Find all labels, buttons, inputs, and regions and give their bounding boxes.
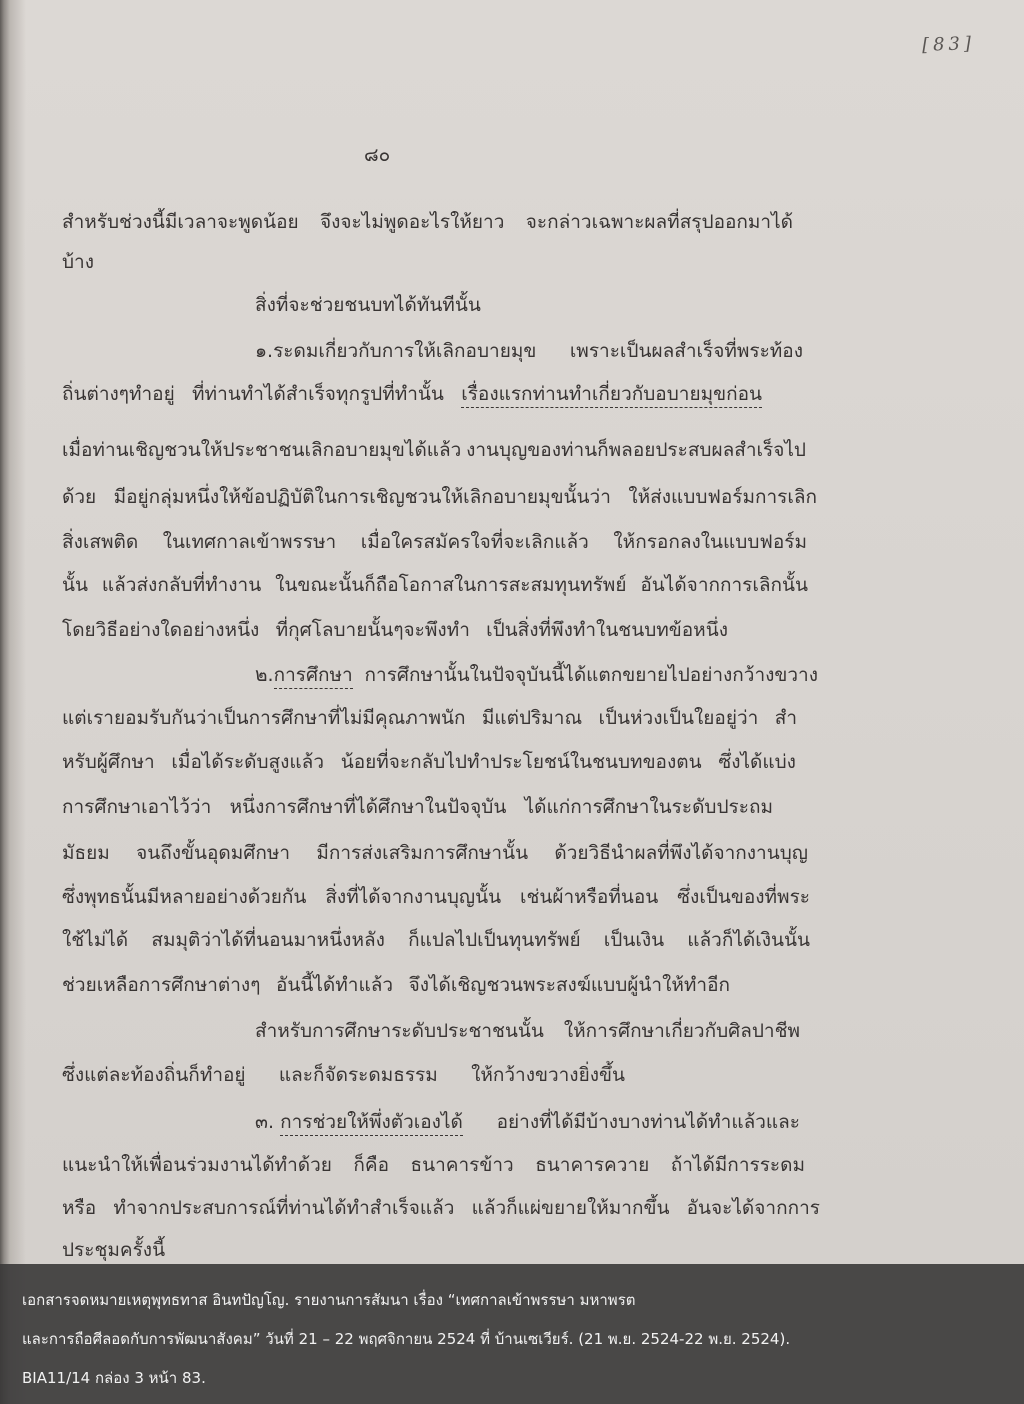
section-heading bbox=[255, 291, 481, 319]
text-line bbox=[255, 661, 818, 689]
text-segment bbox=[461, 380, 762, 408]
text-segment bbox=[640, 571, 808, 599]
segment-text: มีการส่งเสริมการศึกษานั้น bbox=[316, 842, 529, 864]
segment-text: เมื่อท่านเชิญชวนให้ประชาชนเลิกอบายมุขได้แล้ว bbox=[62, 439, 462, 461]
segment-text: สิ่งที่ได้จากงานบุญนั้น bbox=[325, 886, 502, 908]
segment-text: ธนาคารควาย bbox=[535, 1154, 650, 1176]
segment-text: หนึ่งการศึกษาที่ได้ศึกษาในปัจจุบัน bbox=[229, 796, 507, 818]
text-segment bbox=[613, 528, 807, 556]
segment-text: ด้วย bbox=[62, 486, 97, 508]
segment-text: อันจะได้จากการ bbox=[686, 1197, 820, 1219]
segment-text: เป็นสิ่งที่พึงทำในชนบทข้อหนึ่ง bbox=[486, 619, 728, 641]
text-segment bbox=[554, 839, 808, 867]
segment-text: อันนี้ได้ทำแล้ว bbox=[275, 974, 394, 996]
segment-text: แล้วส่งกลับที่ทำงาน bbox=[101, 574, 262, 596]
text-line bbox=[62, 883, 810, 911]
text-segment bbox=[353, 1151, 389, 1179]
segment-text: ช่วยเหลือการศึกษาต่างๆ bbox=[62, 974, 261, 996]
text-line bbox=[255, 1108, 800, 1136]
text-segment bbox=[687, 926, 810, 954]
segment-text: มีอยู่กลุ่มหนึ่งให้ข้อปฏิบัติในการเชิญชวนให้เลิกอบายมุขนั้นว่า bbox=[113, 486, 611, 508]
text-segment bbox=[62, 839, 110, 867]
item-number: ๓. bbox=[255, 1111, 281, 1133]
segment-text: ถิ่นต่างๆทำอยู่ bbox=[62, 383, 175, 405]
segment-text: ซึ่งแต่ละท้องถิ่นก็ทำอยู่ bbox=[62, 1064, 246, 1086]
segment-text: จึงจะไม่พูดอะไรให้ยาว bbox=[320, 211, 505, 233]
text-segment bbox=[471, 1061, 625, 1089]
text-line bbox=[62, 793, 773, 821]
text-segment bbox=[677, 883, 810, 911]
segment-text: ทำจากประสบการณ์ที่ท่านได้ทำสำเร็จแล้ว bbox=[113, 1197, 455, 1219]
segment-text: ให้การศึกษาเกี่ยวกับศิลปาชีพ bbox=[563, 1020, 800, 1042]
text-segment bbox=[113, 1194, 454, 1222]
text-segment bbox=[62, 528, 138, 556]
text-segment bbox=[230, 793, 507, 821]
segment-text: สำ bbox=[774, 707, 797, 729]
segment-text: เพราะเป็นผลสำเร็จที่พระท้อง bbox=[569, 340, 803, 362]
segment-text: ให้กรอกลงในแบบฟอร์ม bbox=[613, 531, 807, 553]
text-segment bbox=[316, 839, 528, 867]
handwritten-page-annotation: [83] bbox=[921, 33, 976, 56]
text-segment bbox=[62, 248, 94, 276]
text-segment bbox=[361, 528, 589, 556]
segment-text: ในเทศกาลเข้าพรรษา bbox=[162, 531, 337, 553]
text-line bbox=[62, 571, 808, 599]
segment-text: ซึ่งได้แบ่ง bbox=[718, 751, 796, 773]
text-segment bbox=[114, 483, 611, 511]
text-segment bbox=[486, 616, 728, 644]
segment-text: เป็นเงิน bbox=[603, 929, 665, 951]
text-segment bbox=[62, 971, 260, 999]
text-segment bbox=[411, 1151, 514, 1179]
text-segment bbox=[255, 661, 353, 689]
text-segment bbox=[255, 1108, 463, 1136]
text-line bbox=[62, 616, 728, 644]
segment-text: สำหรับการศึกษาระดับประชาชนนั้น bbox=[255, 1020, 544, 1042]
text-line bbox=[62, 248, 94, 276]
text-segment bbox=[472, 1194, 670, 1222]
text-segment bbox=[408, 926, 581, 954]
segment-text: ประชุมครั้งนี้ bbox=[62, 1239, 166, 1261]
text-segment bbox=[163, 528, 336, 556]
segment-text: แล้วก็ได้เงินนั้น bbox=[687, 929, 810, 951]
text-segment bbox=[718, 748, 796, 776]
text-segment bbox=[320, 208, 504, 236]
text-segment bbox=[628, 483, 817, 511]
caption-line: เอกสารจดหมายเหตุพุทธทาส อินทปัญโญ. รายงานการสัมนา เรื่อง “เทศกาลเข้าพรรษา มหาพรต bbox=[22, 1291, 636, 1309]
segment-text: ในขณะนั้นก็ถือโอกาสในการสะสมทุนทรัพย์ bbox=[275, 574, 627, 596]
segment-text: หรือ bbox=[62, 1197, 97, 1219]
text-segment bbox=[325, 883, 501, 911]
text-segment bbox=[62, 1194, 96, 1222]
text-segment bbox=[775, 704, 797, 732]
segment-text: งานบุญของท่านก็พลอยประสบผลสำเร็จไป bbox=[466, 439, 806, 461]
segment-text: สำหรับช่วงนี้มีเวลาจะพูดน้อย bbox=[62, 211, 299, 233]
text-segment bbox=[365, 661, 818, 689]
text-segment bbox=[276, 616, 470, 644]
text-segment bbox=[62, 1236, 165, 1264]
segment-text: นั้น bbox=[62, 574, 88, 596]
text-segment bbox=[525, 793, 773, 821]
text-segment bbox=[687, 1194, 820, 1222]
text-segment bbox=[604, 926, 664, 954]
text-line bbox=[62, 380, 762, 408]
text-segment bbox=[255, 291, 481, 319]
text-line bbox=[62, 748, 796, 776]
text-segment bbox=[275, 571, 626, 599]
segment-text: ให้กว้างขวางยิ่งขึ้น bbox=[471, 1064, 625, 1086]
caption-line: BIA11/14 กล่อง 3 หน้า 83. bbox=[22, 1369, 206, 1387]
text-line bbox=[62, 436, 806, 464]
text-segment bbox=[520, 883, 658, 911]
segment-text: ที่ท่านทำได้สำเร็จทุกรูปที่ทำนั้น bbox=[192, 383, 444, 405]
segment-text: ใช้ไม่ได้ bbox=[62, 929, 129, 951]
text-line bbox=[62, 1061, 625, 1089]
segment-text: ที่กุศโลบายนั้นๆจะพึงทำ bbox=[275, 619, 470, 641]
text-segment bbox=[62, 208, 299, 236]
text-segment bbox=[497, 1108, 800, 1136]
text-segment bbox=[598, 704, 758, 732]
segment-text: จึงได้เชิญชวนพระสงฆ์แบบผู้นำให้ทำอีก bbox=[408, 974, 730, 996]
text-segment bbox=[279, 1061, 438, 1089]
text-segment bbox=[171, 748, 324, 776]
text-segment bbox=[276, 971, 393, 999]
segment-text: การศึกษานั้นในปัจจุบันนี้ได้แตกขยายไปอย่างกว้างขวาง bbox=[364, 664, 818, 686]
text-segment bbox=[564, 1017, 800, 1045]
segment-text: ธนาคารข้าว bbox=[410, 1154, 514, 1176]
segment-text: อันได้จากการเลิกนั้น bbox=[640, 574, 808, 596]
segment-text: ถ้าได้มีการระดม bbox=[670, 1154, 805, 1176]
segment-text: และก็จัดระดมธรรม bbox=[278, 1064, 438, 1086]
text-line bbox=[62, 528, 807, 556]
segment-text: ๑.ระดมเกี่ยวกับการให้เลิกอบายมุข bbox=[255, 340, 537, 362]
segment-text: มัธยม bbox=[62, 842, 110, 864]
text-segment bbox=[62, 380, 175, 408]
underlined-text: การศึกษา bbox=[274, 664, 353, 689]
text-segment bbox=[341, 748, 702, 776]
text-segment bbox=[62, 748, 155, 776]
text-segment bbox=[136, 839, 290, 867]
text-segment bbox=[62, 926, 128, 954]
segment-text: น้อยที่จะกลับไปทำประโยชน์ในชนบทของตน bbox=[340, 751, 702, 773]
text-segment bbox=[466, 436, 806, 464]
segment-text: ก็แปลไปเป็นทุนทรัพย์ bbox=[408, 929, 581, 951]
text-segment bbox=[62, 1061, 246, 1089]
text-line bbox=[62, 704, 797, 732]
text-line bbox=[62, 926, 810, 954]
segment-text: ได้แก่การศึกษาในระดับประถม bbox=[524, 796, 773, 818]
text-line bbox=[255, 1017, 800, 1045]
segment-text: โดยวิธีอย่างใดอย่างหนึ่ง bbox=[62, 619, 260, 641]
segment-text: ให้ส่งแบบฟอร์มการเลิก bbox=[628, 486, 817, 508]
caption-line: และการถือศีลอดกับการพัฒนาสังคม” วันที่ 21 – 22 พฤศจิกายน 2524 ที่ บ้านเซเวียร์. (21 พ.ย. 2524-22 พ.ย. 2524). bbox=[22, 1330, 791, 1348]
segment-text: เป็นห่วงเป็นใยอยู่ว่า bbox=[598, 707, 759, 729]
text-line bbox=[62, 971, 730, 999]
segment-text: เมื่อใครสมัครใจที่จะเลิกแล้ว bbox=[360, 531, 589, 553]
text-segment bbox=[62, 704, 465, 732]
underlined-text: การช่วยให้พึ่งตัวเองได้ bbox=[280, 1111, 463, 1136]
text-line bbox=[62, 839, 808, 867]
text-segment bbox=[482, 704, 582, 732]
text-segment bbox=[62, 883, 306, 911]
segment-text: มีแต่ปริมาณ bbox=[481, 707, 583, 729]
text-segment bbox=[62, 571, 88, 599]
text-segment bbox=[535, 1151, 649, 1179]
segment-text: ซึ่งพุทธนั้นมีหลายอย่างด้วยกัน bbox=[62, 886, 307, 908]
segment-text: บ้าง bbox=[62, 251, 95, 273]
segment-text: จนถึงขั้นอุดมศึกษา bbox=[136, 842, 291, 864]
text-line bbox=[62, 1194, 820, 1222]
segment-text: สิ่งที่จะช่วยชนบทได้ทันทีนั้น bbox=[255, 294, 481, 316]
text-line bbox=[62, 1151, 805, 1179]
text-segment bbox=[570, 337, 803, 365]
text-segment bbox=[409, 971, 730, 999]
segment-text: เมื่อได้ระดับสูงแล้ว bbox=[171, 751, 324, 773]
segment-text: สิ่งเสพติด bbox=[62, 531, 139, 553]
text-segment bbox=[671, 1151, 805, 1179]
segment-text: ซึ่งเป็นของที่พระ bbox=[677, 886, 810, 908]
segment-text: หรับผู้ศึกษา bbox=[62, 751, 155, 773]
segment-text: ด้วยวิธีนำผลที่พึงได้จากงานบุญ bbox=[554, 842, 808, 864]
segment-text: สมมุติว่าได้ที่นอนมาหนึ่งหลัง bbox=[151, 929, 385, 951]
text-line bbox=[62, 483, 817, 511]
segment-text: การศึกษาเอาไว้ว่า bbox=[62, 796, 212, 818]
segment-text: แนะนำให้เพื่อนร่วมงานได้ทำด้วย bbox=[62, 1154, 332, 1176]
text-segment bbox=[62, 483, 96, 511]
text-segment bbox=[62, 436, 461, 464]
item-number: ๒. bbox=[255, 664, 274, 686]
text-segment bbox=[255, 1017, 544, 1045]
text-segment bbox=[255, 337, 536, 365]
underlined-text: เรื่องแรกท่านทำเกี่ยวกับอบายมุขก่อน bbox=[461, 383, 762, 408]
archive-caption bbox=[0, 1264, 1024, 1404]
page-number: ๘๐ bbox=[364, 144, 391, 166]
text-line bbox=[255, 337, 803, 365]
text-segment bbox=[102, 571, 261, 599]
segment-text: เช่นผ้าหรือที่นอน bbox=[520, 886, 659, 908]
text-segment bbox=[62, 616, 259, 644]
text-segment bbox=[526, 208, 793, 236]
segment-text: อย่างที่ได้มีบ้างบางท่านได้ทำแล้วและ bbox=[496, 1111, 800, 1133]
text-segment bbox=[62, 1151, 332, 1179]
text-line bbox=[62, 208, 793, 236]
text-line bbox=[62, 1236, 165, 1264]
segment-text: แล้วก็แผ่ขยายให้มากขึ้น bbox=[471, 1197, 670, 1219]
segment-text: จะกล่าวเฉพาะผลที่สรุปออกมาได้ bbox=[525, 211, 793, 233]
text-segment bbox=[151, 926, 385, 954]
text-segment bbox=[62, 793, 211, 821]
text-segment bbox=[192, 380, 444, 408]
segment-text: แต่เรายอมรับกันว่าเป็นการศึกษาที่ไม่มีคุณภาพนัก bbox=[62, 707, 466, 729]
segment-text: ก็คือ bbox=[353, 1154, 390, 1176]
